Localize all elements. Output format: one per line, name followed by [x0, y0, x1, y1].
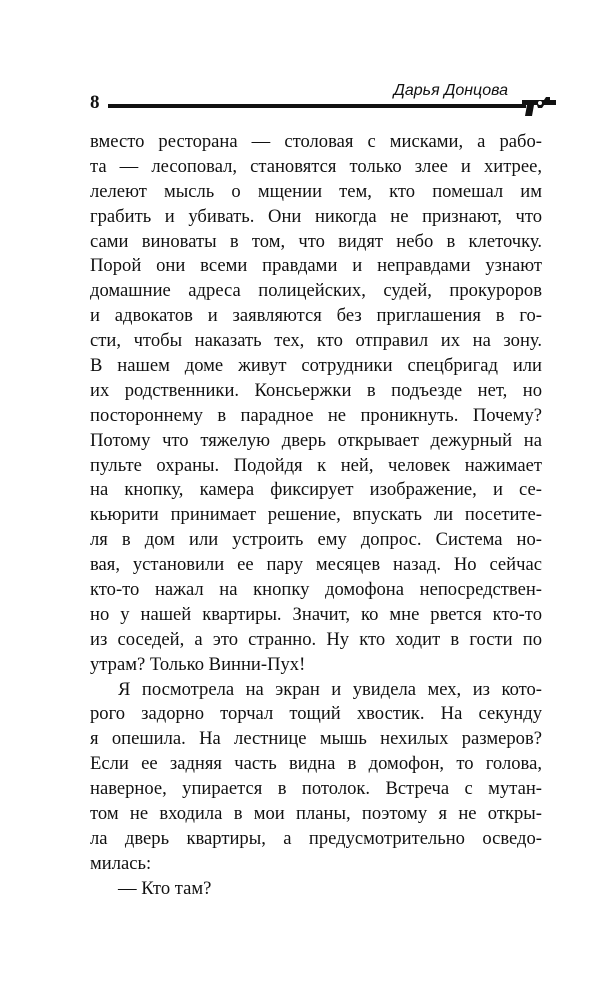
- text-line: ла дверь квартиры, а предусмотрительно осведо-: [90, 827, 542, 849]
- text-line: Я посмотрела на экран и увидела мех, из кото-: [118, 678, 542, 700]
- running-head-author: Дарья Донцова: [393, 82, 508, 99]
- text-line: из соседей, а это странно. Ну кто ходит в гости по: [90, 628, 542, 650]
- text-line: домашние адреса полицейских, судей, прокуроров: [90, 280, 542, 302]
- text-line: та — лесоповал, становятся только злее и хитрее,: [90, 155, 542, 177]
- text-line: том не входила в мои планы, поэтому я не откры-: [90, 803, 542, 825]
- text-line: сами виноваты в том, что видят небо в клеточку.: [90, 230, 542, 252]
- text-line: грабить и убивать. Они никогда не признают, что: [90, 205, 542, 227]
- text-line: вместо ресторана — столовая с мисками, а рабо-: [90, 131, 542, 152]
- text-line: рого задорно торчал тощий хвостик. На секунду: [90, 703, 542, 725]
- text-line: но у нашей квартиры. Значит, ко мне рвется кто-то: [90, 603, 542, 625]
- text-line: пульте охраны. Подойдя к ней, человек нажимает: [90, 454, 542, 476]
- text-line: ля в дом или устроить ему допрос. Система но-: [90, 529, 542, 551]
- header-rule: [108, 104, 526, 108]
- text-line: В нашем доме живут сотрудники спецбригад или: [90, 355, 542, 377]
- text-line: постороннему в парадное не проникнуть. Почему?: [90, 404, 542, 426]
- body-text: [90, 130, 542, 902]
- text-line: милась:: [90, 852, 152, 874]
- revolver-icon: [520, 94, 560, 120]
- text-line: сти, чтобы наказать тех, кто отправил их на зону.: [90, 330, 542, 352]
- text-line: — Кто там?: [118, 877, 212, 899]
- text-line: на кнопку, камера фиксирует изображение, и се-: [90, 479, 542, 501]
- text-line: Если ее задняя часть видна в домофон, то голова,: [90, 753, 542, 775]
- page-number: 8: [90, 92, 100, 113]
- text-line: кто-то нажал на кнопку домофона непосредствен-: [90, 579, 542, 601]
- text-line: кьюрити принимает решение, впускать ли посетите-: [90, 504, 542, 526]
- text-line: Порой они всеми правдами и неправдами узнают: [90, 255, 542, 277]
- text-line: вая, установили ее пару месяцев назад. Но сейчас: [90, 554, 542, 576]
- text-line: наверное, упирается в потолок. Встреча с мутан-: [90, 778, 542, 800]
- text-line: Потому что тяжелую дверь открывает дежурный на: [90, 429, 542, 451]
- text-line: я опешила. На лестнице мышь нехилых размеров?: [90, 728, 542, 750]
- text-line: утрам? Только Винни-Пух!: [90, 653, 306, 675]
- text-line: и адвокатов и заявляются без приглашения в го-: [90, 305, 542, 327]
- text-line: лелеют мысль о мщении тем, кто помешал им: [90, 180, 542, 202]
- text-line: их родственники. Консьержки в подъезде нет, но: [90, 379, 542, 401]
- page-header: [90, 82, 560, 122]
